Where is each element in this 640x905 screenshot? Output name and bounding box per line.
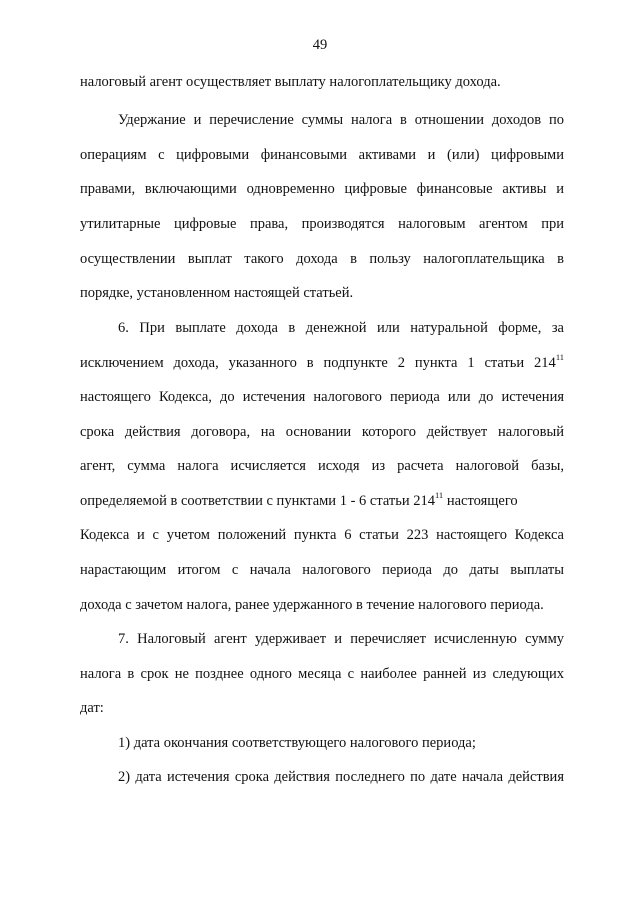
text-line: 6. При выплате дохода в денежной или натуральной форме, за	[118, 320, 564, 336]
text-line: нарастающим итогом с начала налогового периода до даты выплаты	[80, 562, 564, 578]
text-line: налоговый агент осуществляет выплату налогоплательщику дохода.	[80, 74, 501, 90]
text-line-tail: настоящего	[443, 493, 518, 509]
text-line: утилитарные цифровые права, производятся налоговым агентом при	[80, 216, 564, 232]
text-line	[80, 354, 564, 372]
text-line: правами, включающими одновременно цифровые финансовые активы и	[80, 181, 564, 197]
superscript: 11	[435, 490, 444, 500]
superscript: 11	[555, 352, 564, 362]
text-line: налога в срок не позднее одного месяца с наиболее ранней из следующих	[80, 666, 564, 682]
text-line: настоящего Кодекса, до истечения налогового периода или до истечения	[80, 389, 564, 405]
text-line: дохода с зачетом налога, ранее удержанного в течение налогового периода.	[80, 597, 544, 613]
text-line: Кодекса и с учетом положений пункта 6 статьи 223 настоящего Кодекса	[80, 527, 564, 543]
page-number: 49	[312, 37, 328, 53]
text-line: осуществлении выплат такого дохода в пользу налогоплательщика в	[80, 251, 564, 267]
text-line: операциям с цифровыми финансовыми активами и (или) цифровыми	[80, 147, 564, 163]
text-line: 2) дата истечения срока действия последнего по дате начала действия	[118, 769, 564, 785]
text-line	[80, 492, 564, 510]
text-line: срока действия договора, на основании которого действует налоговый	[80, 424, 564, 440]
text-line: 1) дата окончания соответствующего налогового периода;	[118, 735, 476, 751]
text-line: порядке, установленном настоящей статьей.	[80, 285, 354, 301]
text-line-main: исключением дохода, указанного в подпункте 2 пункта 1 статьи 214	[80, 355, 556, 371]
text-line: агент, сумма налога исчисляется исходя из расчета налоговой базы,	[80, 458, 564, 474]
text-line: дат:	[80, 700, 104, 716]
text-line-main: определяемой в соответствии с пунктами 1 - 6 статьи 214	[80, 493, 435, 509]
text-line: Удержание и перечисление суммы налога в отношении доходов по	[118, 112, 564, 128]
text-line: 7. Налоговый агент удерживает и перечисляет исчисленную сумму	[118, 631, 564, 647]
